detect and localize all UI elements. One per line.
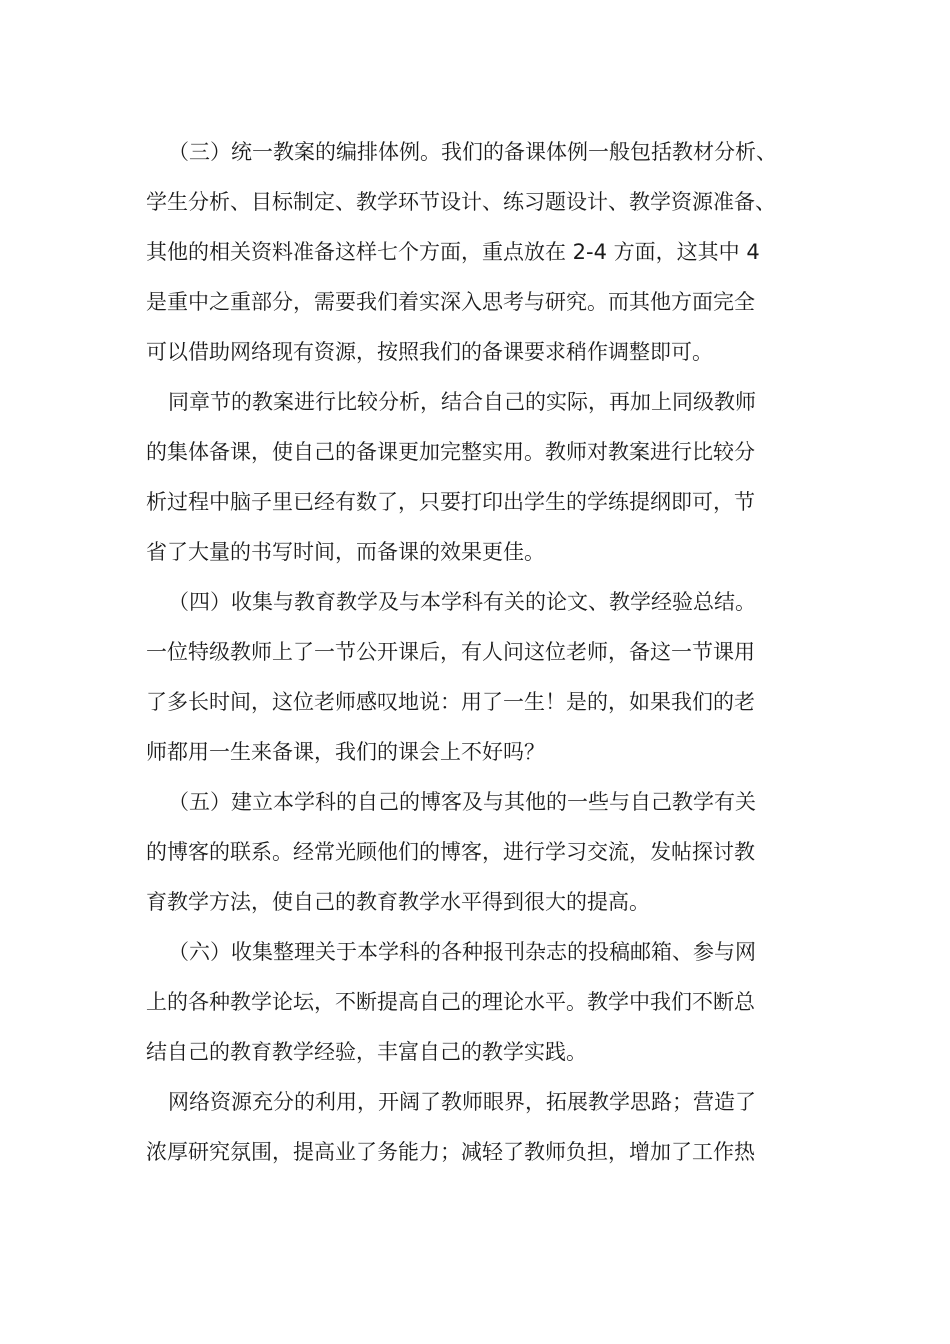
text-line: （六）收集整理关于本学科的各种报刊杂志的投稿邮箱、参与网 [168, 940, 756, 964]
text-line: 的博客的联系。经常光顾他们的博客，进行学习交流，发帖探讨教 [146, 840, 755, 864]
text-line: 的集体备课，使自己的备课更加完整实用。教师对教案进行比较分 [146, 440, 755, 464]
text-line: 学生分析、目标制定、教学环节设计、练习题设计、教学资源准备、 [146, 190, 776, 214]
text-line: （四）收集与教育教学及与本学科有关的论文、教学经验总结。 [168, 590, 756, 614]
text-line: 浓厚研究氛围，提高业了务能力；减轻了教师负担，增加了工作热 [146, 1140, 755, 1164]
text-line: 同章节的教案进行比较分析，结合自己的实际，再加上同级教师 [168, 390, 756, 414]
text-line: 是重中之重部分，需要我们着实深入思考与研究。而其他方面完全 [146, 290, 755, 314]
text-line: （三）统一教案的编排体例。我们的备课体例一般包括教材分析、 [168, 140, 777, 164]
text-line: （五）建立本学科的自己的博客及与其他的一些与自己教学有关 [168, 790, 756, 814]
text-line: 可以借助网络现有资源，按照我们的备课要求稍作调整即可。 [146, 340, 713, 364]
text-line: 了多长时间，这位老师感叹地说：用了一生！是的，如果我们的老 [146, 690, 755, 714]
text-line: 省了大量的书写时间，而备课的效果更佳。 [146, 540, 545, 564]
text-line: 一位特级教师上了一节公开课后，有人问这位老师，备这一节课用 [146, 640, 755, 664]
text-line: 结自己的教育教学经验，丰富自己的教学实践。 [146, 1040, 587, 1064]
text-line: 师都用一生来备课，我们的课会上不好吗？ [146, 740, 545, 764]
text-line: 上的各种教学论坛，不断提高自己的理论水平。教学中我们不断总 [146, 990, 755, 1014]
text-line: 析过程中脑子里已经有数了，只要打印出学生的学练提纲即可，节 [146, 490, 755, 514]
text-line: 其他的相关资料准备这样七个方面，重点放在 2-4 方面，这其中 4 [146, 240, 760, 264]
text-line: 育教学方法，使自己的教育教学水平得到很大的提高。 [146, 890, 650, 914]
text-line: 网络资源充分的利用，开阔了教师眼界，拓展教学思路；营造了 [168, 1090, 756, 1114]
